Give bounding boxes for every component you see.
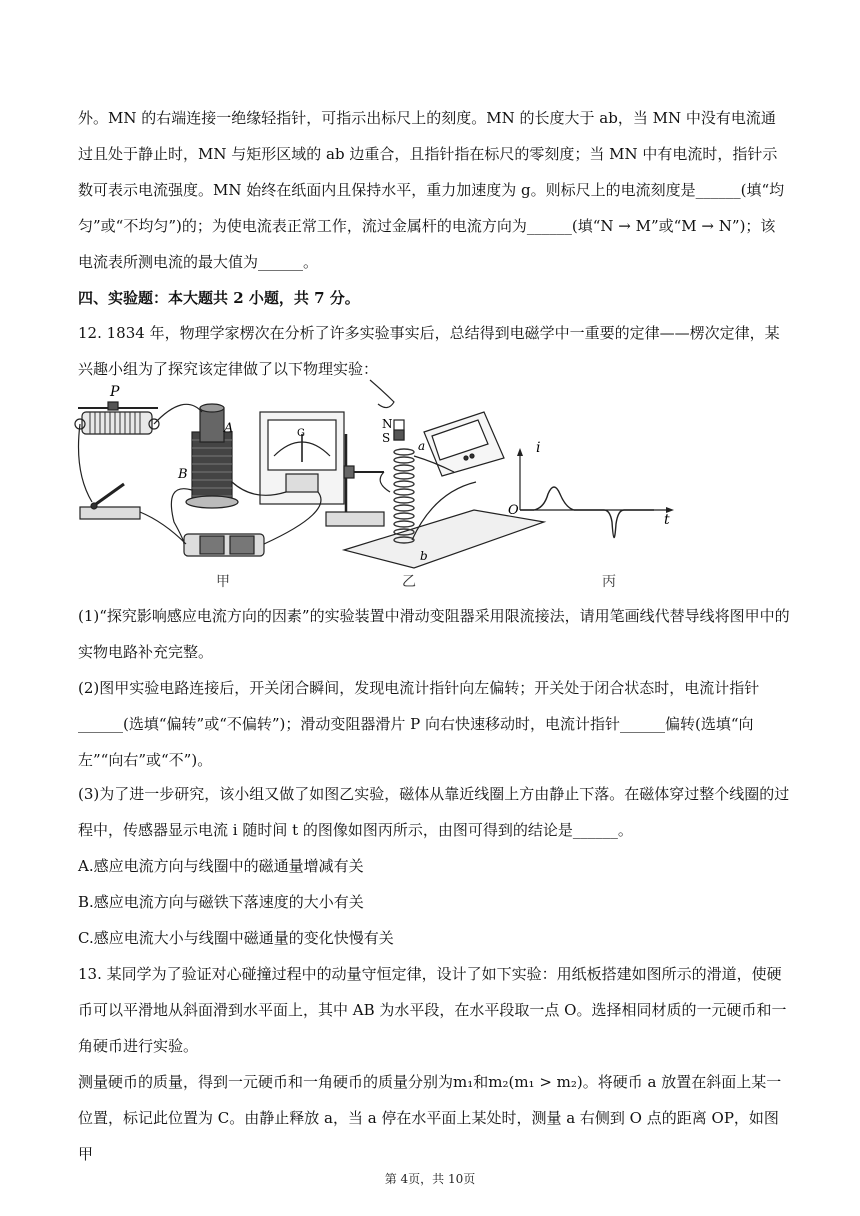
label-b: b <box>420 549 428 563</box>
apparatus-jia <box>75 402 344 556</box>
question-13-stem: 13. 某同学为了验证对心碰撞过程中的动量守恒定律，设计了如下实验：用纸板搭建如图所示的滑道，使硬币可以平滑地从斜面滑到水平面上，其中 AB 为水平段，在水平段取一点 O。选择相同材质的一元硬币和一角硬币进行实验。 <box>78 965 787 1055</box>
option-C: C.感应电流大小与线圈中磁通量的变化快慢有关 <box>78 929 394 947</box>
label-B: B <box>178 467 188 482</box>
label-a: a <box>418 439 426 453</box>
question-12-part-3: (3)为了进一步研究，该小组又做了如图乙实验，磁体从靠近线圈上方由静止下落。在磁体穿过整个线圈的过程中，传感器显示电流 i 随时间 t 的图像如图丙所示，由图可得到的结论是______。 <box>78 785 790 839</box>
section-heading-experiments: 四、实验题：本大题共 2 小题，共 7 分。 <box>78 289 360 307</box>
graph-label-O: O <box>508 503 519 518</box>
option-A: A.感应电流方向与线圈中的磁通量增减有关 <box>78 857 364 875</box>
page-footer: 第 4页，共 10页 <box>384 1172 476 1186</box>
experiment-figure <box>74 372 714 592</box>
caption-jia: 甲 <box>216 574 230 590</box>
question-12-part-1: (1)“探究影响感应电流方向的因素”的实验装置中滑动变阻器采用限流接法，请用笔画线代替导线将图甲中的实物电路补充完整。 <box>78 607 790 661</box>
label-N: N <box>382 417 393 431</box>
paragraph-continued: 外。MN 的右端连接一绝缘轻指针，可指示出标尺上的刻度。MN 的长度大于 ab，当 MN 中没有电流通过且处于静止时，MN 与矩形区域的 ab 边重合，且指针指在标尺的零刻度；当 MN 中有电流时，指针示数可表示电流强度。MN 始终在纸面内且保持水平，重力加速度为 g。则标尺上的电流刻度是______(填“均匀”或“不均匀”)的；为使电流表正常工作，流过金属杆的电流方向为______(填“N → M”或“M → N”)；该电流表所测电流的最大值为______。 <box>78 109 785 271</box>
label-S: S <box>382 431 391 445</box>
graph-label-i: i <box>536 440 541 456</box>
option-B: B.感应电流方向与磁铁下落速度的大小有关 <box>78 893 364 911</box>
graph-label-t: t <box>664 512 670 528</box>
caption-yi: 乙 <box>402 574 416 590</box>
question-12-part-2: (2)图甲实验电路连接后，开关闭合瞬间，发现电流计指针向左偏转；开关处于闭合状态时，电流计指针______(选填“偏转”或“不偏转”)；滑动变阻器滑片 P 向右快速移动时，电流计指针______偏转(选填“向左”“向右”或“不”)。 <box>78 679 760 769</box>
graph-bing <box>517 448 674 538</box>
question-12-stem: 12. 1834 年，物理学家楞次在分析了许多实验事实后，总结得到电磁学中一重要的定律——楞次定律，某兴趣小组为了探究该定律做了以下物理实验： <box>78 324 780 378</box>
question-13-procedure: 测量硬币的质量，得到一元硬币和一角硬币的质量分别为m₁和m₂(m₁ > m₂)。将硬币 a 放置在斜面上某一位置，标记此位置为 C。由静止释放 a，当 a 停在水平面上某处时，测量 a 右侧到 O 点的距离 OP，如图甲 <box>78 1073 782 1163</box>
graph-current-curve <box>520 487 654 538</box>
apparatus-yi <box>326 380 544 568</box>
label-A: A <box>224 421 234 436</box>
label-G: G <box>297 428 305 439</box>
label-P: P <box>110 384 120 400</box>
caption-bing: 丙 <box>602 574 616 590</box>
